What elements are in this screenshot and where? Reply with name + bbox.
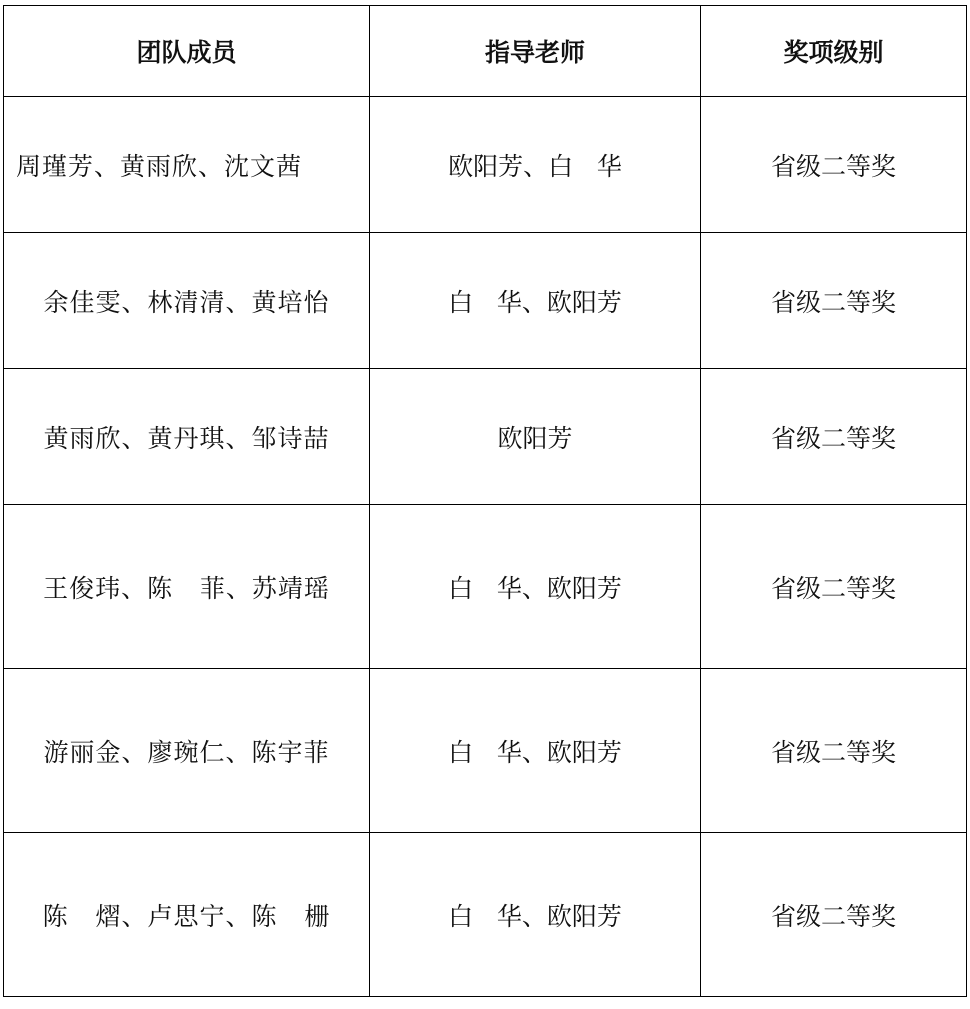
header-award-level: 奖项级别	[701, 6, 967, 97]
header-team-members: 团队成员	[4, 6, 370, 97]
team-members-cell: 王俊玮、陈 菲、苏靖瑶	[4, 505, 370, 669]
table-row	[4, 233, 967, 369]
advisor-cell: 白 华、欧阳芳	[370, 669, 701, 833]
team-members-cell: 黄雨欣、黄丹琪、邹诗喆	[4, 369, 370, 505]
advisor-cell: 白 华、欧阳芳	[370, 833, 701, 997]
award-level-cell: 省级二等奖	[701, 97, 967, 233]
award-level-cell: 省级二等奖	[701, 669, 967, 833]
table-row	[4, 505, 967, 669]
advisor-cell: 欧阳芳	[370, 369, 701, 505]
team-members-cell: 游丽金、廖琬仁、陈宇菲	[4, 669, 370, 833]
award-level-cell: 省级二等奖	[701, 505, 967, 669]
team-members-cell: 周瑾芳、黄雨欣、沈文茜	[4, 97, 370, 233]
award-level-cell: 省级二等奖	[701, 233, 967, 369]
table-row	[4, 97, 967, 233]
table-row	[4, 369, 967, 505]
header-advisor: 指导老师	[370, 6, 701, 97]
table-row	[4, 833, 967, 997]
awards-table	[3, 5, 967, 997]
advisor-cell: 欧阳芳、白 华	[370, 97, 701, 233]
table-row	[4, 669, 967, 833]
table-header-row	[4, 6, 967, 97]
advisor-cell: 白 华、欧阳芳	[370, 233, 701, 369]
advisor-cell: 白 华、欧阳芳	[370, 505, 701, 669]
award-level-cell: 省级二等奖	[701, 369, 967, 505]
team-members-cell: 余佳雯、林清清、黄培怡	[4, 233, 370, 369]
team-members-cell: 陈 熠、卢思宁、陈 栅	[4, 833, 370, 997]
award-level-cell: 省级二等奖	[701, 833, 967, 997]
